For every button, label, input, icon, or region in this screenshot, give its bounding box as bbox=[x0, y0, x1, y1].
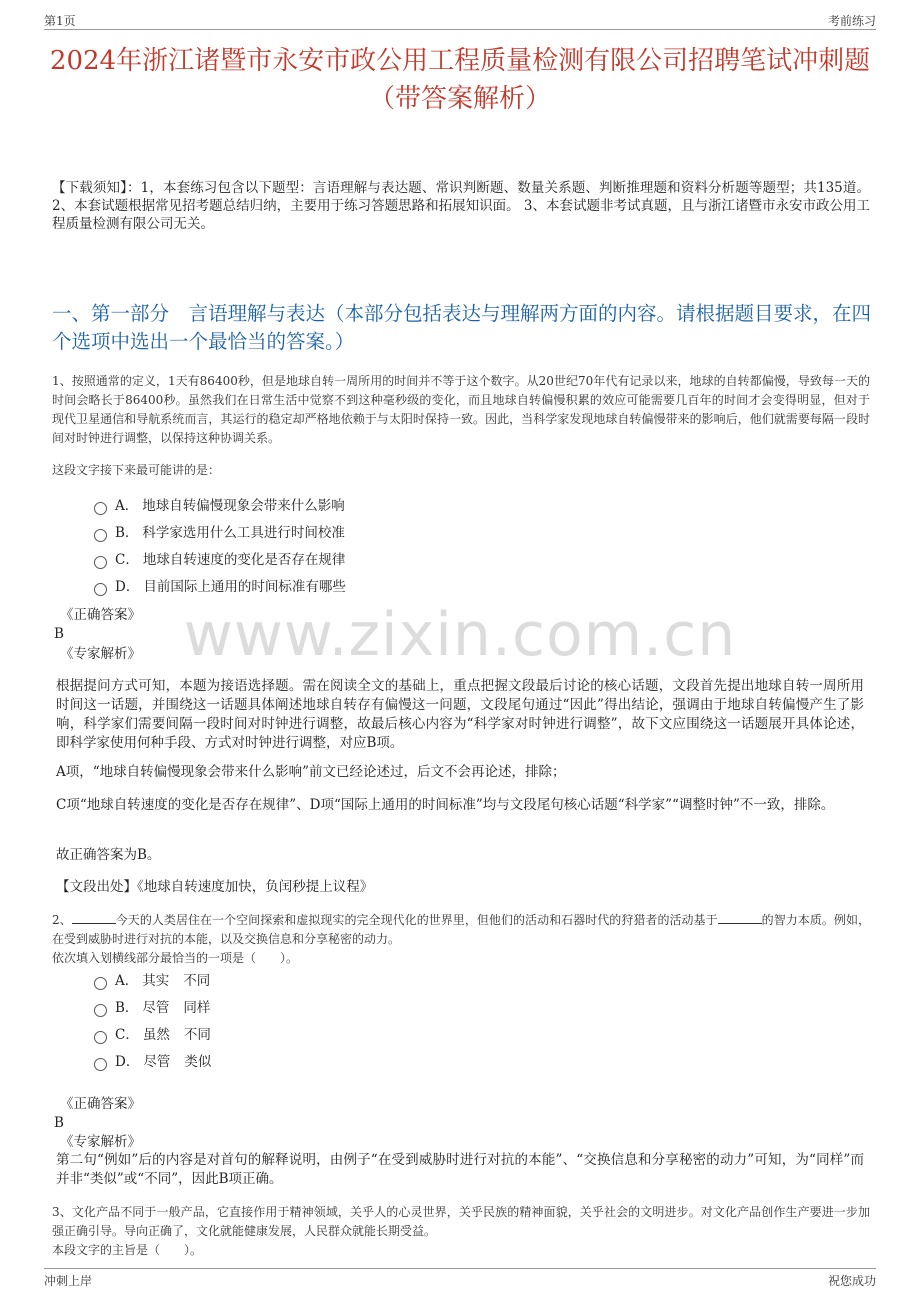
analysis-label: 《专家解析》 bbox=[60, 1134, 141, 1150]
radio-icon[interactable] bbox=[94, 529, 107, 542]
answer-value: B bbox=[54, 626, 64, 642]
question-3-text: 3、文化产品不同于一般产品，它直接作用于精神领域，关乎人的心灵世界，关乎民族的精神面貌，关乎社会的文明进步。对文化产品创作生产要进一步加强正确引导。导向正确了，文化就能健康发展，人民群众就能长期受益。 bbox=[52, 1205, 870, 1238]
question-2-option-c[interactable] bbox=[94, 1026, 211, 1044]
question-1-option-c[interactable] bbox=[94, 551, 345, 569]
source-citation: 【文段出处】《地球自转速度加快，负闰秒提上议程》 bbox=[56, 879, 374, 895]
question-1-option-d[interactable] bbox=[94, 578, 346, 596]
question-text: 今天的人类居住在一个空间探索和虚拟现实的完全现代化的世界里，但他们的活动和石器时代的狩猎者的活动基于 bbox=[115, 913, 718, 927]
question-3-prompt: 本段文字的主旨是（ ）。 bbox=[52, 1243, 203, 1257]
analysis-paragraph: 故正确答案为B。 bbox=[56, 847, 161, 863]
radio-icon[interactable] bbox=[94, 1058, 107, 1071]
footer-right: 祝您成功 bbox=[827, 1274, 876, 1288]
watermark: www.zixin.com.cn bbox=[183, 600, 737, 670]
question-1-text: 1、按照通常的定义，1天有86400秒，但是地球自转一周所用的时间并不等于这个数字。从20世纪70年代有记录以来，地球的自转都偏慢，导致每一天的时间会略长于86400秒。虽然我们在日常生活中觉察不到这种毫秒级的变化，而且地球自转偏慢积累的效应可能需要几百年的时间才会变得明显，但对于现代卫星通信和导航系统而言，其运行的稳定却严格地依赖于与太阳时保持一致。因此，当科学家发现地球自转偏慢带来的影响后，他们就需要每隔一段时间对时钟进行调整，以保持这种协调关系。 bbox=[52, 374, 870, 445]
radio-icon[interactable] bbox=[94, 977, 107, 990]
analysis-paragraph: C项“地球自转速度的变化是否存在规律”、D项“国际上通用的时间标准”均与文段尾句核心话题“科学家”“调整时钟”不一致，排除。 bbox=[56, 797, 835, 813]
option-text: 科学家选用什么工具进行时间校准 bbox=[142, 525, 345, 541]
option-letter: A． bbox=[115, 498, 139, 514]
analysis-paragraph: 根据提问方式可知，本题为接语选择题。需在阅读全文的基础上，重点把握文段最后讨论的核心话题，文段首先提出地球自转一周所用时间这一话题，并围绕这一话题具体阐述地球自转存有偏慢这一问题，文段尾句通过“因此”得出结论，强调由于地球自转偏慢产生了影响，科学家们需要间隔一段时间对时钟进行调整，故最后核心内容为“科学家对时钟进行调整”，故下文应围绕这一话题展开具体论述，即科学家使用何种手段、方式对时钟进行调整，对应B项。 bbox=[56, 678, 864, 751]
option-text: 目前国际上通用的时间标准有哪些 bbox=[143, 579, 346, 595]
question-1-prompt: 这段文字接下来最可能讲的是： bbox=[52, 463, 221, 477]
option-letter: D． bbox=[115, 1054, 140, 1070]
analysis-label: 《专家解析》 bbox=[60, 646, 141, 662]
blank-line bbox=[718, 911, 762, 924]
option-word-2: 不同 bbox=[183, 973, 211, 989]
option-word-1: 尽管 bbox=[143, 1054, 171, 1070]
radio-icon[interactable] bbox=[94, 502, 107, 515]
header-label: 考前练习 bbox=[827, 14, 876, 28]
question-1-option-b[interactable] bbox=[94, 524, 345, 542]
analysis-paragraph: A项，“地球自转偏慢现象会带来什么影响”前文已经论述过，后文不会再论述，排除； bbox=[56, 764, 566, 780]
question-2-option-a[interactable] bbox=[94, 972, 210, 990]
answer-label: 《正确答案》 bbox=[60, 607, 141, 623]
question-2-option-d[interactable] bbox=[94, 1053, 211, 1071]
radio-icon[interactable] bbox=[94, 1004, 107, 1017]
option-word-2: 同样 bbox=[183, 1000, 211, 1016]
question-1-option-a[interactable] bbox=[94, 497, 345, 515]
option-letter: D． bbox=[115, 579, 140, 595]
question-2-option-b[interactable] bbox=[94, 999, 210, 1017]
footer-divider bbox=[44, 1268, 876, 1269]
answer-label: 《正确答案》 bbox=[60, 1096, 141, 1112]
question-2-text bbox=[52, 911, 870, 949]
footer-left: 冲刺上岸 bbox=[44, 1274, 93, 1288]
radio-icon[interactable] bbox=[94, 556, 107, 569]
page-number: 第1页 bbox=[44, 14, 76, 28]
option-letter: B． bbox=[115, 525, 139, 541]
option-letter: A． bbox=[115, 973, 139, 989]
question-number: 2、 bbox=[52, 913, 72, 927]
question-2-prompt: 依次填入划横线部分最恰当的一项是（ ）。 bbox=[52, 951, 299, 965]
document-title: 2024年浙江诸暨市永安市政公用工程质量检测有限公司招聘笔试冲刺题（带答案解析） bbox=[49, 46, 871, 114]
header-divider bbox=[44, 29, 876, 30]
option-word-2: 不同 bbox=[183, 1027, 211, 1043]
question-text: 的智力本质。例如，在受到威胁时进行对抗的本能，以及交换信息和分享秘密的动力。 bbox=[52, 913, 870, 946]
option-word-2: 类似 bbox=[184, 1054, 212, 1070]
section-title: 一、第一部分 言语理解与表达（本部分包括表达与理解两方面的内容。请根据题目要求，在四个选项中选出一个最恰当的答案。） bbox=[52, 302, 872, 353]
option-word-1: 其实 bbox=[142, 973, 170, 989]
analysis-paragraph: 第二句“例如”后的内容是对首句的解释说明，由例子“在受到威胁时进行对抗的本能”、“交换信息和分享秘密的动力”可知，为“同样”而并非“类似”或“不同”，因此B项正确。 bbox=[56, 1152, 864, 1187]
option-letter: C． bbox=[115, 1027, 139, 1043]
radio-icon[interactable] bbox=[94, 1031, 107, 1044]
option-letter: B． bbox=[115, 1000, 139, 1016]
option-letter: C． bbox=[115, 552, 139, 568]
radio-icon[interactable] bbox=[94, 583, 107, 596]
option-text: 地球自转偏慢现象会带来什么影响 bbox=[142, 498, 345, 514]
option-word-1: 虽然 bbox=[142, 1027, 170, 1043]
blank-line bbox=[72, 911, 116, 924]
option-word-1: 尽管 bbox=[142, 1000, 170, 1016]
answer-value: B bbox=[54, 1115, 64, 1131]
option-text: 地球自转速度的变化是否存在规律 bbox=[142, 552, 346, 568]
download-notice: 【下载须知】：1，本套练习包含以下题型：言语理解与表达题、常识判断题、数量关系题、判断推理题和资料分析题等题型；共135道。 2、本套试题根据常见招考题总结归纳，主要用于练习答题思路和拓展知识面。 3、本套试题非考试真题，且与浙江诸暨市永安市政公用工程质量检测有限公司无关。 bbox=[52, 180, 870, 232]
